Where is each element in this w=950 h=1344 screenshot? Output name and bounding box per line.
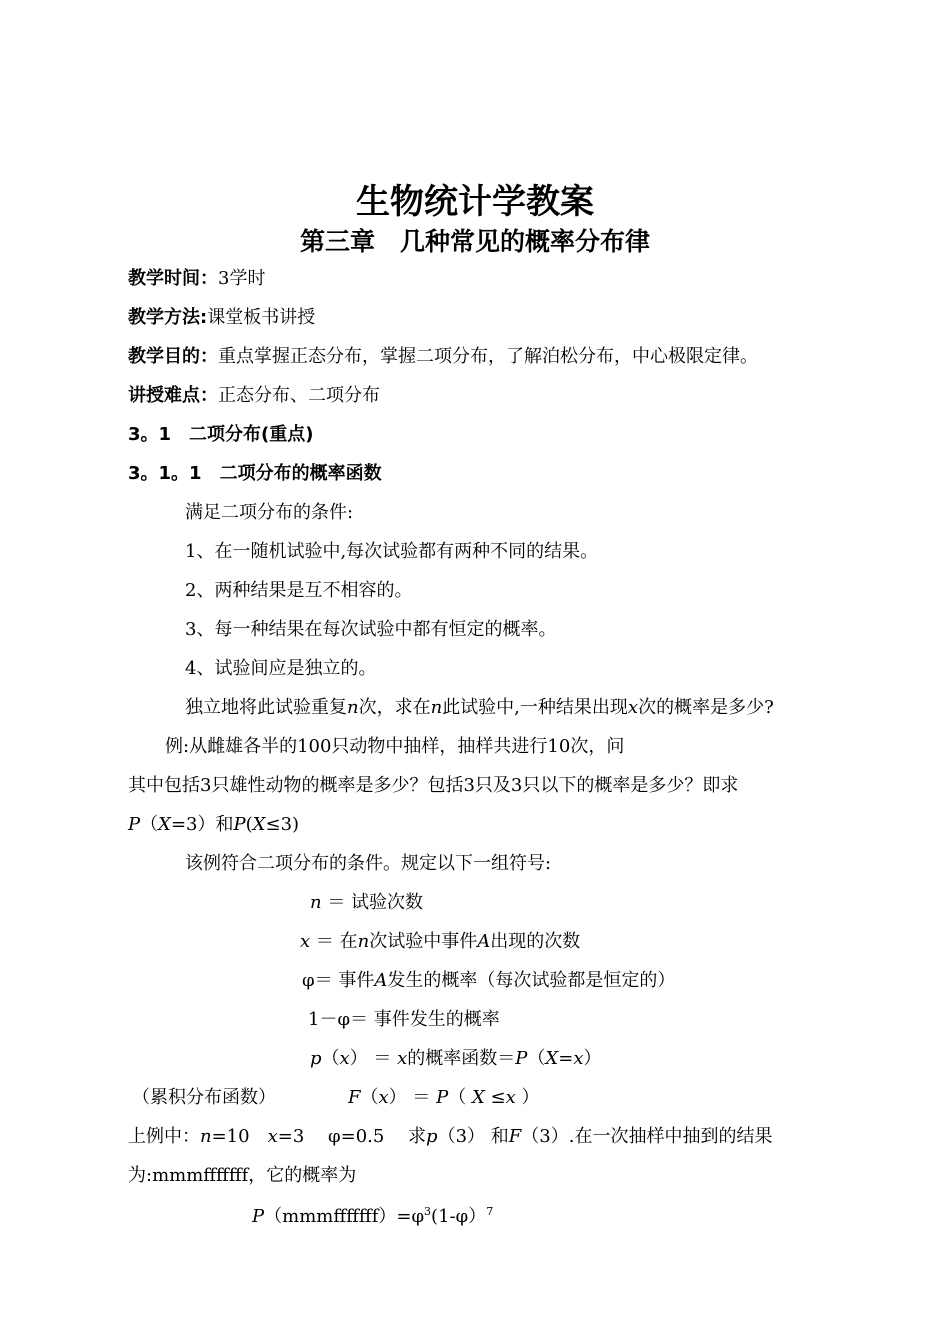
symbol-probability-function: p（x） ＝ x的概率函数＝P（X=x） [310,1048,602,1069]
teaching-difficulty-label: 讲授难点： [128,385,218,406]
subsection-heading: 3。1。1 二项分布的概率函数 [128,463,382,484]
example-line-1: 例:从雌雄各半的100只动物中抽样，抽样共进行10次，问 [165,736,625,757]
symbol-x: x ＝ 在n次试验中事件A出现的次数 [300,931,581,952]
teaching-difficulty-value: 正态分布、二项分布 [218,385,380,406]
example-line-3: P（X=3）和P(X≤3) [128,814,300,835]
symbol-phi: φ＝ 事件A发生的概率（每次试验都是恒定的） [302,970,676,991]
teaching-method [128,306,315,330]
calculation-line-1: 上例中：n=10 x=3 φ=0.5 求p（3） 和F（3）.在一次抽样中抽到的结果 [128,1126,773,1147]
condition-item: 3、每一种结果在每次试验中都有恒定的概率。 [185,619,557,640]
symbol-n: n ＝ 试验次数 [310,892,424,913]
teaching-goal-label: 教学目的： [128,346,218,367]
conditions-intro: 满足二项分布的条件: [185,502,354,523]
example-line-2: 其中包括3只雄性动物的概率是多少？包括3只及3只以下的概率是多少？即求 [128,775,739,796]
cdf-label: （累积分布函数） [132,1087,276,1108]
teaching-method-label: 教学方法: [128,307,208,328]
condition-item: 2、两种结果是互不相容的。 [185,580,413,601]
document-title: 生物统计学教案 [356,182,594,222]
teaching-time-label: 教学时间： [128,268,218,289]
cdf-formula: F（x） ＝ P（ X ≤x ） [348,1087,540,1108]
teaching-goal-value: 重点掌握正态分布，掌握二项分布，了解泊松分布，中心极限定律。 [218,346,758,367]
chapter-title: 第三章 几种常见的概率分布律 [299,227,650,256]
symbol-complement: 1－φ＝ 事件发生的概率 [308,1009,500,1030]
teaching-method-value: 课堂板书讲授 [207,307,316,328]
teaching-difficulty [128,384,380,408]
section-heading: 3。1 二项分布(重点) [128,424,314,445]
symbols-intro: 该例符合二项分布的条件。规定以下一组符号: [185,853,552,874]
probability-formula: $P(mmmfffffff)=\varphi^3(1-\varphi)^7$ [252,1205,494,1227]
teaching-goal [128,345,758,369]
condition-item: 4、试验间应是独立的。 [185,658,377,679]
teaching-time-value: 3学时 [218,268,266,289]
teaching-time [128,267,265,291]
calculation-line-2: 为:mmmfffffff，它的概率为 [128,1165,357,1186]
condition-item: 1、在一随机试验中,每次试验都有两种不同的结果。 [185,541,599,562]
question-paragraph: 独立地将此试验重复n次，求在n此试验中,一种结果出现x次的概率是多少? [185,697,774,718]
